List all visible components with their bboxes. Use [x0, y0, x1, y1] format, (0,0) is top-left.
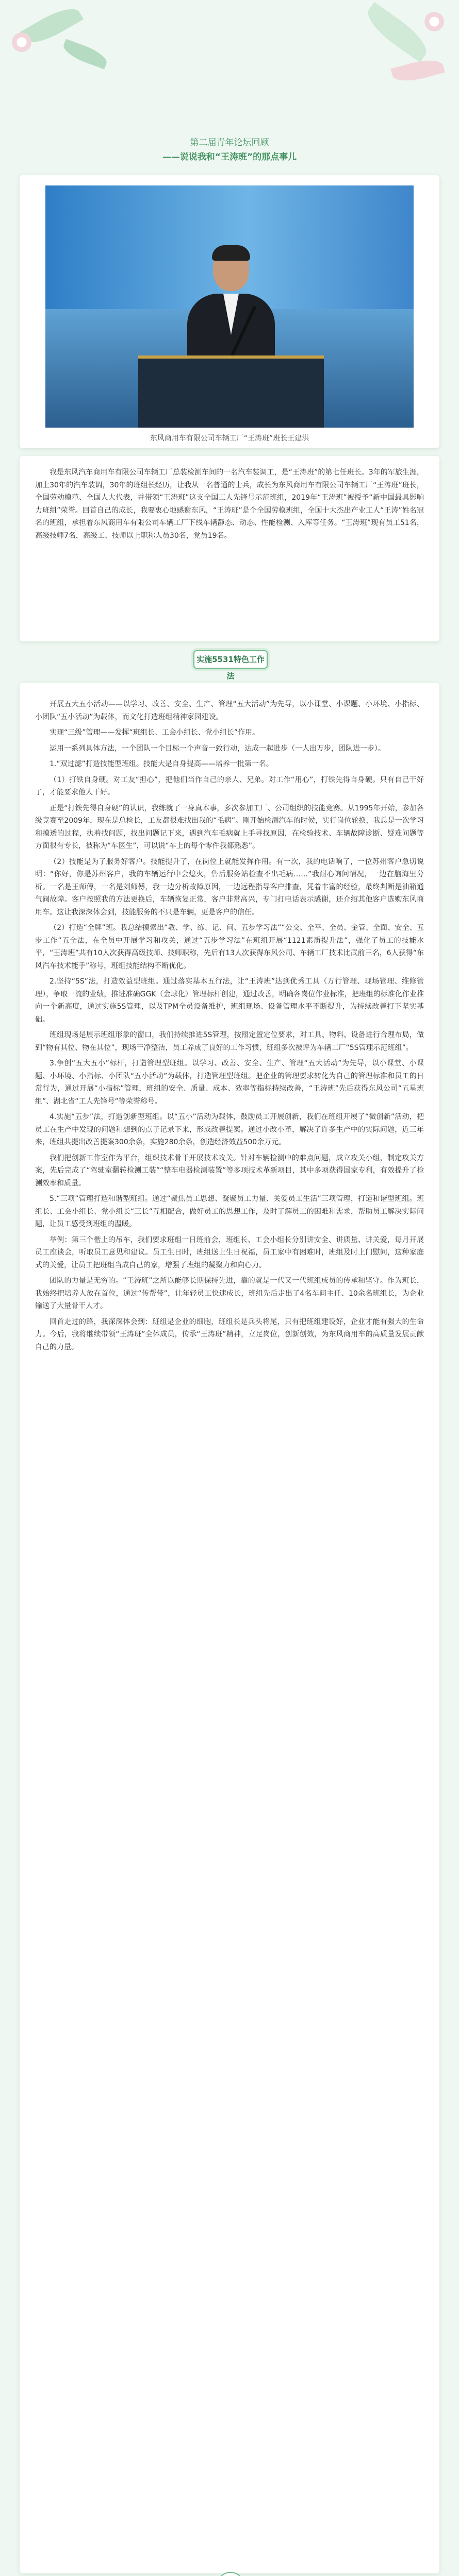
decorative-leaf: [61, 39, 110, 70]
header-title: ——说说我和“王涛班”的那点事儿: [162, 152, 297, 162]
photo-caption: 东风商用车有限公司车辆工厂“王涛班”班长王建洪: [150, 434, 309, 443]
header-kicker: 第二届青年论坛回顾: [190, 138, 269, 148]
decorative-flower: [10, 31, 33, 54]
speaker-photo: [45, 185, 414, 428]
body-paragraph: 举例：第三个楷上的吊车，我们要求班组一日班前会，班组长、工会小组长分别讲安全、讲质量、讲关爱，每月开展员工座谈会，听取员工意见和建议。员工生日时，班组送上生日祝福，员工家中有困难时，班组及时上门慰问，这种家庭式的关爱，让员工把班组当成自己的家，增强了班组的凝聚力和向心力。: [35, 1235, 424, 1269]
body-paragraph: （1）打铁自身硬。对工友“担心”，把他们当作自己的亲人、兄弟。对工作“用心”，打铁先得自身硬。只有自己干好了，才能要求他人干好。: [35, 775, 424, 796]
photo-card: [20, 175, 439, 448]
podium: [138, 355, 324, 428]
body-paragraph: 2.坚持“5S”法，打造效益型班组。通过落实基本五行法，让“王涛班”达到优秀工具（万行管理、现场管理、维修管理），争取一流的业绩，推进准确GGK（金球化）管理标杆创建，通过改善，明确各岗位作业标准，把班组的标准化作业推向一个新高度，通过实施5S管理，以及TPM全员设备维护，班组现场、设备管理水平不断提升，为持续改善打下坚实基础。: [35, 977, 424, 1024]
section-label: 实施5531特色工作法: [193, 650, 268, 669]
body-paragraph: 3.争创“五大五小”标杆，打造管理型班组。以学习、改善、安全、生产、管理“五大活动”为先导，以小课堂、小课题、小环境、小指标、小团队“五小活动”为载体，打造管理型班组。把企业的管理要求转化为自己的管理标准和员工的日常行为，通过开展“小指标”管理，班组的安全、质量、成本、效率等指标持续改善，“王涛班”先后获得东风公司“五星班组”、湖北省“工人先锋号”等荣誉称号。: [35, 1059, 424, 1106]
body-paragraph: 班组现场是展示班组形象的窗口，我们持续推进5S管理，按照定置定位要求，对工具、物料、设备进行合理布局，做到“物有其位、物在其位”，现场干净整洁，员工养成了良好的工作习惯，班组多次被评为车辆工厂“5S管理示范班组”。: [35, 1031, 424, 1052]
body-paragraph: 运用一系列具体方法，一个团队一个目标一个声音一致行动，达成一起进步（一人出万步，团队进一步）。: [50, 744, 385, 753]
body-card: [20, 683, 439, 2573]
body-paragraph: 5.“三项”管理打造和谐型班组。通过“聚焦员工思想、凝聚员工力量、关爱员工生活”三项管理，打造和谐型班组。班组长、工会小组长、党小组长“三长”互相配合，做好员工的思想工作，及时了解员工的困难和需求，帮助员工解决实际问题，让员工感受到班组的温暖。: [35, 1195, 424, 1228]
body-paragraph: 1.“双过滤”打造技能型班组。技能大是自身提高——培养一批第一名。: [50, 760, 273, 768]
body-paragraph: 回首走过的路，我深深体会到：班组是企业的细胞，班组长是兵头将尾，只有把班组建设好，企业才能有强大的生命力。今后，我将继续带领“王涛班”全体成员，传承“王涛班”精神，立足岗位，创新创效，为东风商用车的高质量发展贡献自己的力量。: [35, 1317, 424, 1351]
intro-card: [20, 456, 439, 641]
body-paragraph: 正是“打铁先得自身硬”的认识，我练就了一身真本事，多次参加工厂、公司组织的技能竞赛。从1995年开始，参加各级竞赛至2009年，现在是总检长，工友都很难找出我的“毛病”。刚开始检测汽车的时候，实行岗位轮换，我总是一次学习和摸透的过程，执着找问题，找出问题记下来，遇到汽车毛病就上手寻找原因，在检验技术、车辆故障诊断、疑难问题等方面很有专长，被称为“车医生”，可以说“车上的每个零件我都熟悉”。: [35, 804, 424, 850]
decorative-leaf: [361, 2, 433, 62]
body-paragraph: （2）技能是为了服务好客户。技能提升了，在岗位上就能发挥作用。有一次，我的电话响了，一位苏州客户急切说明：“你好，你是苏州客户，我的车辆运行中会熄火，售后服务站检查不出毛病……”我耐心询问情况，一边在脑海里分析。一名是王师傅，一名是刘师傅，我一边分析故障原因，一边远程指导客户排查，凭着丰富的经验，最终判断是油箱通气阀故障。客户按照我的方法更换后，车辆恢复正常，客户非常高兴，专门打电话表示感谢，还介绍其他客户选购东风商用车。这让我深深体会到，技能服务的不只是车辆，更是客户的信任。: [35, 857, 424, 917]
body-paragraph: 我们把创新工作室作为平台，组织技术骨干开展技术攻关。针对车辆检测中的难点问题，成立攻关小组，制定攻关方案，先后完成了“驾驶室翻转检测工装”“整车电器检测装置”等多项技术革新项目，其中多项获得国家专利，有效提升了检测效率和质量。: [35, 1154, 424, 1188]
body-paragraph: 实现“三级”管理——发挥“班组长、工会小组长、党小组长”作用。: [50, 728, 260, 737]
body-paragraph: （2）打造“全牌”班。我总结摸索出“教、学、练、记、问、五步学习法”“公交、全平、全员、金管、全面、安全、五步工作”五全法，在全员中开展学习和攻关，通过“五步学习法”在班组开展“1121素质提升法”，强化了员工的技能水平，“王涛班”共有10人次获得高级技师、技师职称，先后有13人次获得东风公司、车辆工厂技术比武前三名，6人获得“东风汽车技术能手”称号，班组技能结构不断优化。: [35, 924, 424, 970]
body-paragraph: 4.实施“五步”法，打造创新型班组。以“五小”活动为载体，鼓励员工开展创新，我们在班组开展了“微创新”活动，把员工在生产中发现的问题和想到的点子记录下来，形成改善提案。通过小改小革，解决了许多生产中的实际问题，近三年来，班组共提出改善提案300余条，实施280余条，创造经济效益500余万元。: [35, 1113, 424, 1146]
intro-paragraph: 我是东风汽车商用车有限公司车辆工厂总装检测车间的一名汽车装调工，是“王涛班”的第七任班长。3年的军旅生涯，加上30年的汽车装调，30年的班组长经历，让我从一名普通的士兵，成长为东风商用车有限公司车辆工厂“王涛班”班长，全国劳动模范、全国人大代表，并带领“王涛班”这支全国工人先锋号示范班组，2019年“王涛班”被授予“新中国最具影响力班组”荣誉。回首自己的成长，我要衷心地感谢东风，“王涛班”是个全国劳模班组，全国十大杰出产业工人“王涛”姓名冠名的班组，承担着东风商用车有限公司车辆工厂下线车辆静态、动态、性能检测、入库等任务。“王涛班”现有员工51名，高级技师7名，高级工、技师以上职称人员30名，党员19名。: [35, 468, 424, 540]
body-paragraph: 团队的力量是无穷的。“王涛班”之所以能够长期保持先进，靠的就是一代又一代班组成员的传承和坚守。作为班长，我始终把培养人放在首位，通过“传帮带”，让年轻员工快速成长，班组先后走出了4名车间主任、10余名班组长，为企业输送了大量骨干人才。: [35, 1277, 424, 1310]
body-paragraph: 开展五大五小活动——以学习、改善、安全、生产、管理“五大活动”为先导，以小课堂、小课题、小环境、小指标、小团队“五小活动”为载体，而文化打造班组精神家园建设。: [35, 700, 424, 721]
decorative-flower: [423, 10, 446, 33]
